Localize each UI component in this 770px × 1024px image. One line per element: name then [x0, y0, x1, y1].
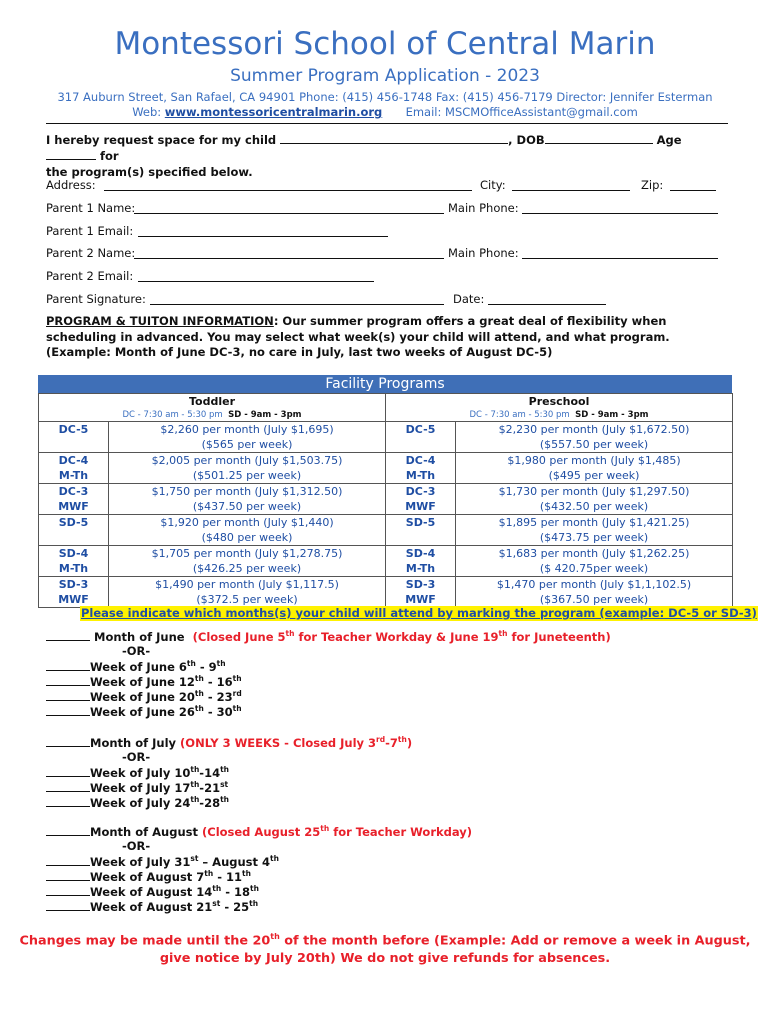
toddler-program-code: DC-3 MWF [39, 484, 109, 515]
selection-instruction: Please indicate which months(s) your child will attend by marking the program (example: DC-5 or SD-3) [81, 606, 757, 620]
request-text-cont: the program(s) specified below. [46, 165, 253, 179]
toddler-program-price [109, 515, 386, 546]
june-week-blank[interactable] [46, 659, 90, 671]
toddler-program-code: SD-5 [39, 515, 109, 546]
july-week-blank[interactable] [46, 795, 90, 807]
july-week-option [46, 795, 229, 811]
august-week-end-suffix: th [242, 869, 251, 879]
august-week-option [46, 899, 258, 915]
refund-policy-note [0, 928, 770, 968]
zip-label: Zip: [641, 178, 664, 192]
june-week-blank[interactable] [46, 674, 90, 686]
web-label: Web: [132, 105, 165, 119]
preschool-weekly-price: ($ 420.75per week) [539, 562, 649, 575]
main-phone2-field[interactable] [522, 258, 718, 259]
address-field[interactable] [104, 190, 472, 191]
toddler-program-code: SD-3 MWF [39, 577, 109, 608]
july-note: (ONLY 3 WEEKS - Closed July 3rd-7th) [180, 735, 413, 750]
parent1-email-label: Parent 1 Email: [46, 224, 134, 238]
july-week-end-suffix: st [220, 780, 229, 790]
program-row [39, 484, 733, 515]
august-week-blank[interactable] [46, 899, 90, 911]
july-month-line [46, 735, 412, 751]
toddler-program-days: M-Th [58, 562, 89, 575]
august-week-start-suffix: th [204, 869, 214, 879]
august-month-blank[interactable] [46, 824, 90, 836]
form-subtitle: Summer Program Application - 2023 [230, 66, 540, 86]
august-week-start-suffix: st [212, 899, 221, 909]
email-label: Email: [405, 105, 446, 119]
august-week-option [46, 869, 251, 885]
june-week-blank[interactable] [46, 704, 90, 716]
toddler-monthly-price: $2,005 per month (July $1,503.75) [151, 454, 343, 467]
june-note: (Closed June 5th for Teacher Workday & June 19th for Juneteenth) [192, 629, 611, 644]
toddler-program-price [109, 422, 386, 453]
august-week-option [46, 854, 279, 870]
toddler-program-price [109, 577, 386, 608]
toddler-monthly-price: $1,705 per month (July $1,278.75) [151, 547, 343, 560]
toddler-weekly-price: ($426.25 per week) [192, 562, 302, 575]
august-week-end-suffix: th [270, 854, 279, 864]
program-info-heading: PROGRAM & TUITON INFORMATION [46, 314, 274, 328]
school-name: Montessori School of Central Marin [114, 26, 656, 62]
august-month-label: Month of August [90, 825, 198, 839]
july-week-end: -21 [199, 781, 221, 795]
child-name-field[interactable] [280, 132, 508, 144]
preschool-program-price [456, 422, 733, 453]
june-week-end: - 16 [203, 675, 233, 689]
toddler-heading: Toddler [39, 394, 386, 410]
august-week-option [46, 884, 259, 900]
preschool-program-code: SD-5 [386, 515, 456, 546]
toddler-hours [39, 409, 386, 422]
address-row [46, 178, 722, 194]
parent2-name-field[interactable] [134, 258, 444, 259]
preschool-monthly-price: $1,895 per month (July $1,421.25) [498, 516, 690, 529]
june-week-start-suffix: th [194, 704, 204, 714]
june-week-option [46, 704, 242, 720]
request-text: I hereby request space for my child [46, 133, 277, 147]
preschool-program-price [456, 515, 733, 546]
june-week-end-suffix: th [232, 704, 242, 714]
july-week-end: -28 [199, 796, 221, 810]
request-statement [46, 132, 731, 180]
preschool-weekly-price: ($473.75 per week) [539, 531, 649, 544]
toddler-monthly-price: $1,750 per month (July $1,312.50) [151, 485, 343, 498]
august-week-blank[interactable] [46, 854, 90, 866]
august-week-blank[interactable] [46, 884, 90, 896]
august-week-start: Week of July 31 [90, 855, 191, 869]
contact-info [0, 90, 770, 120]
june-week-option [46, 674, 242, 690]
dob-field[interactable] [545, 132, 653, 144]
august-or: -OR- [122, 839, 151, 853]
preschool-program-price [456, 453, 733, 484]
august-week-end: - 11 [213, 870, 243, 884]
preschool-program-code: DC-5 [386, 422, 456, 453]
zip-field[interactable] [670, 190, 716, 191]
august-month-line [46, 824, 472, 840]
august-week-start: Week of August 21 [90, 900, 213, 914]
preschool-monthly-price: $1,683 per month (July $1,262.25) [498, 547, 690, 560]
toddler-sd-hours: SD - 9am - 3pm [228, 410, 302, 420]
address-label: Address: [46, 178, 96, 192]
program-info-text: : Our summer program offers a great deal of flexibility when scheduling in advanced. You may select what week(s) your child will attend, and what program. (Example: Month of June DC-3, no care in July, last two weeks of August DC-5) [46, 314, 670, 359]
preschool-weekly-price: ($367.50 per week) [539, 593, 649, 606]
july-week-blank[interactable] [46, 780, 90, 792]
july-week-end: -14 [199, 766, 221, 780]
july-week-end-suffix: th [220, 765, 230, 775]
parent2-email-row [46, 269, 722, 285]
parent1-name-row [46, 201, 722, 217]
july-week-start-suffix: th [190, 780, 200, 790]
preschool-weekly-price: ($557.50 per week) [539, 438, 649, 451]
toddler-weekly-price: ($437.50 per week) [192, 500, 302, 513]
signature-field[interactable] [150, 304, 444, 305]
toddler-weekly-price: ($501.25 per week) [192, 469, 302, 482]
web-link[interactable]: www.montessoricentralmarin.org [164, 105, 383, 119]
program-row [39, 515, 733, 546]
august-week-blank[interactable] [46, 869, 90, 881]
june-week-start: Week of June 26 [90, 705, 195, 719]
email-address[interactable]: MSCMOfficeAssistant@gmail.com [445, 105, 638, 119]
august-week-end-suffix: th [249, 899, 259, 909]
june-week-end: - 9 [195, 660, 217, 674]
parent1-name-label: Parent 1 Name: [46, 201, 136, 215]
age-label: Age [652, 133, 682, 147]
july-week-blank[interactable] [46, 765, 90, 777]
parent1-email-field[interactable] [138, 236, 388, 237]
main-phone2-label: Main Phone: [448, 246, 519, 260]
july-week-end-suffix: th [220, 795, 230, 805]
program-row [39, 577, 733, 608]
facility-programs-table [38, 393, 733, 608]
june-week-end-suffix: rd [232, 689, 242, 699]
toddler-weekly-price: ($565 per week) [201, 438, 293, 451]
parent1-name-field[interactable] [134, 213, 444, 214]
july-week-start: Week of July 24 [90, 796, 191, 810]
date-field[interactable] [488, 304, 606, 305]
preschool-program-code: DC-3 MWF [386, 484, 456, 515]
toddler-monthly-price: $2,260 per month (July $1,695) [160, 423, 334, 436]
date-label: Date: [453, 292, 485, 306]
preschool-monthly-price: $1,980 per month (July $1,485) [507, 454, 681, 467]
preschool-program-price [456, 484, 733, 515]
signature-label: Parent Signature: [46, 292, 146, 306]
preschool-monthly-price: $1,730 per month (July $1,297.50) [498, 485, 690, 498]
june-week-option [46, 659, 226, 675]
toddler-monthly-price: $1,490 per month (July $1,117.5) [155, 578, 339, 591]
july-month-blank[interactable] [46, 735, 90, 747]
june-month-label: Month of June [94, 630, 185, 644]
toddler-program-price [109, 546, 386, 577]
parent1-email-row [46, 224, 722, 240]
july-week-start: Week of July 10 [90, 766, 191, 780]
toddler-program-price [109, 453, 386, 484]
preschool-program-days: M-Th [405, 469, 436, 482]
parent2-email-label: Parent 2 Email: [46, 269, 134, 283]
july-month-label: Month of July [90, 736, 177, 750]
footer-line1: Changes may be made until the 20th of the month before (Example: Add or remove a week in August, [19, 932, 751, 949]
june-or: -OR- [122, 644, 151, 658]
preschool-heading: Preschool [386, 394, 733, 410]
age-field[interactable] [46, 148, 96, 160]
preschool-program-price [456, 546, 733, 577]
preschool-program-days: MWF [405, 500, 436, 513]
address-line: 317 Auburn Street, San Rafael, CA 94901 Phone: (415) 456-1748 Fax: (415) 456-7179 Director: Jennifer Esterman [57, 90, 713, 104]
preschool-sd-hours: SD - 9am - 3pm [575, 410, 649, 420]
city-label: City: [480, 178, 506, 192]
program-info [46, 314, 731, 361]
program-row [39, 546, 733, 577]
program-row [39, 453, 733, 484]
toddler-dc-hours: DC - 7:30 am - 5:30 pm [122, 410, 223, 420]
toddler-program-code: DC-5 [39, 422, 109, 453]
august-note: (Closed August 25th for Teacher Workday) [202, 824, 473, 839]
june-week-end: - 30 [203, 705, 233, 719]
august-week-end: - 25 [220, 900, 250, 914]
toddler-program-days: M-Th [58, 469, 89, 482]
toddler-monthly-price: $1,920 per month (July $1,440) [160, 516, 334, 529]
june-week-start: Week of June 12 [90, 675, 195, 689]
july-or: -OR- [122, 750, 151, 764]
dob-label: , DOB [508, 133, 545, 147]
preschool-program-price [456, 577, 733, 608]
august-week-start-suffix: st [190, 854, 199, 864]
june-week-start: Week of June 6 [90, 660, 187, 674]
july-week-start-suffix: th [190, 795, 200, 805]
july-week-start: Week of July 17 [90, 781, 191, 795]
june-week-start: Week of June 20 [90, 690, 195, 704]
august-week-end: – August 4 [198, 855, 271, 869]
preschool-program-code: DC-4 M-Th [386, 453, 456, 484]
program-row [39, 422, 733, 453]
august-week-start-suffix: th [212, 884, 222, 894]
august-week-end: - 18 [221, 885, 251, 899]
toddler-program-days: MWF [58, 500, 89, 513]
preschool-dc-hours: DC - 7:30 am - 5:30 pm [469, 410, 570, 420]
for-label: for [96, 149, 119, 163]
web-email-line [0, 105, 770, 120]
preschool-weekly-price: ($432.50 per week) [539, 500, 649, 513]
preschool-monthly-price: $1,470 per month (July $1,1,102.5) [496, 578, 692, 591]
june-week-start-suffix: th [194, 674, 204, 684]
parent2-name-label: Parent 2 Name: [46, 246, 136, 260]
june-week-end-suffix: th [216, 659, 226, 669]
preschool-program-days: M-Th [405, 562, 436, 575]
june-week-blank[interactable] [46, 689, 90, 701]
august-week-start: Week of August 14 [90, 885, 213, 899]
toddler-program-days: MWF [58, 593, 89, 606]
june-week-end: - 23 [203, 690, 233, 704]
preschool-program-days: MWF [405, 593, 436, 606]
preschool-program-code: SD-4 M-Th [386, 546, 456, 577]
july-week-start-suffix: th [190, 765, 200, 775]
main-phone1-field[interactable] [522, 213, 718, 214]
preschool-monthly-price: $2,230 per month (July $1,672.50) [498, 423, 690, 436]
toddler-weekly-price: ($372.5 per week) [196, 593, 298, 606]
footer-line2: give notice by July 20th) We do not give refunds for absences. [159, 951, 611, 967]
june-month-line [46, 629, 611, 645]
preschool-program-code: SD-3 MWF [386, 577, 456, 608]
toddler-program-code: DC-4 M-Th [39, 453, 109, 484]
june-month-blank[interactable] [46, 629, 90, 641]
june-week-option [46, 689, 242, 705]
parent2-name-row [46, 246, 722, 262]
july-week-option [46, 780, 228, 796]
june-week-start-suffix: th [186, 659, 196, 669]
main-phone1-label: Main Phone: [448, 201, 519, 215]
parent2-email-field[interactable] [138, 281, 374, 282]
august-week-end-suffix: th [250, 884, 259, 894]
june-week-start-suffix: th [194, 689, 204, 699]
city-field[interactable] [512, 190, 630, 191]
signature-row [46, 292, 722, 308]
june-week-end-suffix: th [232, 674, 242, 684]
facility-programs-header: Facility Programs [38, 375, 732, 393]
header-divider [46, 123, 728, 124]
august-week-start: Week of August 7 [90, 870, 205, 884]
toddler-program-price [109, 484, 386, 515]
july-week-option [46, 765, 229, 781]
toddler-weekly-price: ($480 per week) [201, 531, 293, 544]
preschool-weekly-price: ($495 per week) [548, 469, 640, 482]
toddler-program-code: SD-4 M-Th [39, 546, 109, 577]
preschool-hours [386, 409, 733, 422]
